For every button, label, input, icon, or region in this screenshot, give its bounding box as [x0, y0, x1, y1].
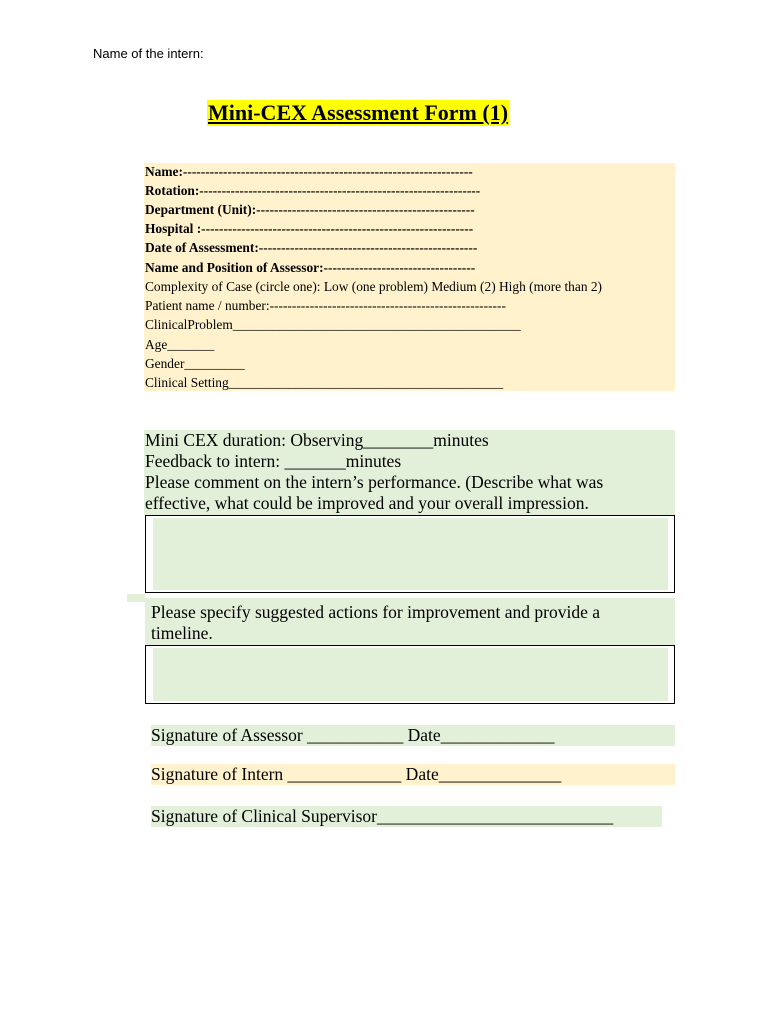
comment-prompt-continued: effective, what could be improved and your overall impression.: [145, 493, 589, 513]
gender-field[interactable]: Gender_________: [145, 356, 245, 371]
assessor-field[interactable]: Name and Position of Assessor:----------------------------------: [145, 260, 476, 275]
performance-comment-box[interactable]: [145, 515, 675, 593]
comment-prompt: Please comment on the intern’s performance. (Describe what was: [145, 472, 604, 492]
actions-prompt-continued: timeline.: [151, 623, 213, 643]
duration-field[interactable]: Mini CEX duration: Observing________minutes: [145, 430, 489, 450]
intern-name-label: Name of the intern:: [93, 46, 204, 61]
feedback-time-field[interactable]: Feedback to intern: _______minutes: [145, 451, 402, 471]
patient-field[interactable]: Patient name / number:-----------------------------------------------------: [145, 298, 506, 313]
improvement-actions-box[interactable]: [145, 645, 675, 704]
assessment-date-field[interactable]: Date of Assessment:-------------------------------------------------: [145, 240, 478, 255]
form-title: Mini-CEX Assessment Form (1): [208, 100, 509, 125]
clinical-setting-field[interactable]: Clinical Setting_________________________________________: [145, 375, 504, 390]
clinical-problem-field[interactable]: ClinicalProblem___________________________________________: [145, 317, 521, 332]
supervisor-signature-field[interactable]: Signature of Clinical Supervisor___________________________: [151, 806, 662, 827]
case-complexity-field[interactable]: Complexity of Case (circle one): Low (one problem) Medium (2) High (more than 2): [145, 279, 603, 294]
actions-box-fill: [153, 648, 668, 701]
assessor-signature-field[interactable]: Signature of Assessor ___________ Date_____________: [151, 725, 675, 746]
rotation-field[interactable]: Rotation:---------------------------------------------------------------: [145, 183, 481, 198]
comment-box-fill: [153, 518, 668, 590]
actions-prompt: Please specify suggested actions for improvement and provide a: [151, 602, 601, 622]
decorative-shading: [127, 594, 145, 602]
name-field[interactable]: Name:-----------------------------------------------------------------: [145, 164, 473, 179]
age-field[interactable]: Age_______: [145, 337, 215, 352]
department-field[interactable]: Department (Unit):-------------------------------------------------: [145, 202, 475, 217]
intern-signature-field[interactable]: Signature of Intern _____________ Date______________: [151, 764, 675, 785]
hospital-field[interactable]: Hospital :-------------------------------------------------------------: [145, 221, 474, 236]
